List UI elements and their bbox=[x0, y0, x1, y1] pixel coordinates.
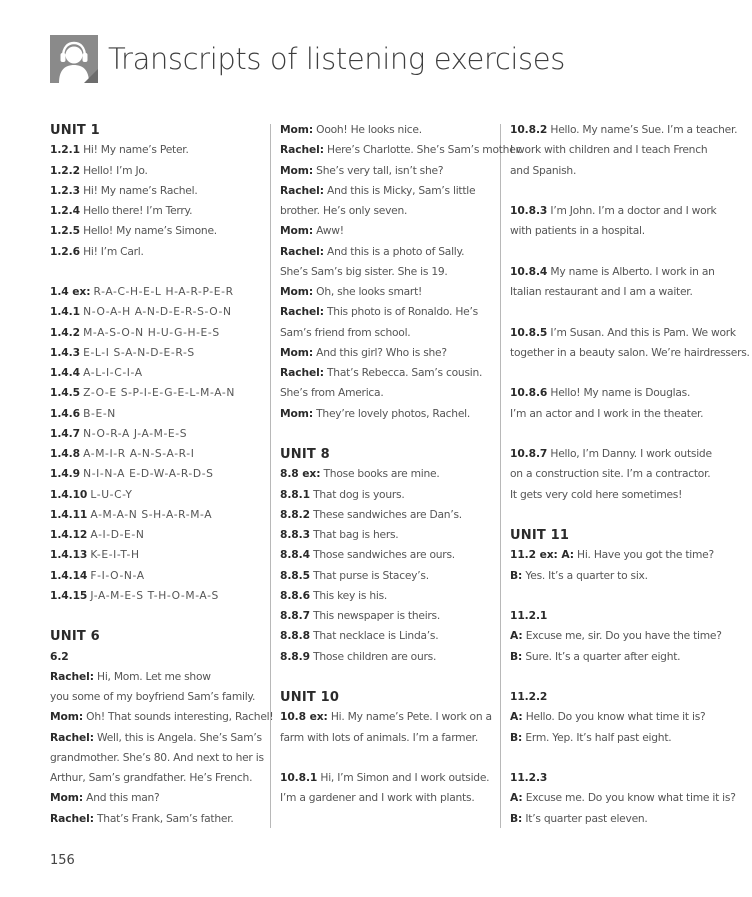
exercise-number: 6.2 bbox=[50, 649, 69, 663]
transcript-line: 11.2 ex: A: Hi. Have you got the time? bbox=[510, 548, 714, 562]
transcript-line: 1.4.15 J-A-M-E-S T-H-O-M-A-S bbox=[50, 588, 219, 602]
exercise-number: 11.2.1 bbox=[510, 609, 548, 622]
unit-heading: UNIT 11 bbox=[510, 528, 570, 543]
transcript-line: 1.4.13 K-E-I-T-H bbox=[50, 548, 140, 562]
unit8-lines bbox=[280, 464, 502, 667]
transcript-line: together in a beauty salon. We’re hairdressers. bbox=[510, 345, 750, 359]
unit1-greetings bbox=[50, 140, 265, 262]
transcript-column-2 bbox=[280, 120, 522, 809]
transcript-line: 1.4.4 A-L-I-C-I-A bbox=[50, 366, 143, 379]
transcript-line: grandmother. She’s 80. And next to her is bbox=[50, 750, 264, 764]
transcript-line: 10.8 ex: Hi. My name’s Pete. I work on a bbox=[280, 710, 492, 724]
transcript-line: Rachel: That’s Rebecca. Sam’s cousin. bbox=[280, 366, 483, 379]
transcript-line: with patients in a hospital. bbox=[510, 224, 645, 238]
transcript-line: Rachel: This photo is of Ronaldo. He’s bbox=[280, 305, 478, 319]
page-number: 156 bbox=[50, 853, 75, 868]
transcript-line: Italian restaurant and I am a waiter. bbox=[510, 285, 693, 298]
transcript-line: Rachel: Well, this is Angela. She’s Sam’s bbox=[50, 730, 262, 744]
unit-heading: UNIT 1 bbox=[50, 123, 100, 138]
transcript-line: 1.2.6 Hi! I’m Carl. bbox=[50, 244, 144, 258]
transcript-line: 1.4.1 N-O-A-H A-N-D-E-R-S-O-N bbox=[50, 305, 232, 319]
unit-heading: UNIT 6 bbox=[50, 629, 100, 645]
transcript-line: Rachel: And this is a photo of Sally. bbox=[280, 244, 465, 258]
transcript-line: 1.4.9 N-I-N-A E-D-W-A-R-D-S bbox=[50, 467, 214, 481]
transcript-line: 10.8.6 Hello! My name is Douglas. bbox=[510, 386, 691, 400]
transcript-line: 1.4.2 M-A-S-O-N H-U-G-H-E-S bbox=[50, 325, 220, 339]
transcript-line: 8.8.7 This newspaper is theirs. bbox=[280, 609, 441, 622]
transcript-line: Mom: She’s very tall, isn’t she? bbox=[280, 163, 444, 177]
transcript-line: 1.2.5 Hello! My name’s Simone. bbox=[50, 224, 217, 238]
transcript-line: It gets very cold here sometimes! bbox=[510, 487, 683, 501]
unit1-spelling bbox=[50, 282, 265, 606]
transcript-line: 10.8.1 Hi, I’m Simon and I work outside. bbox=[280, 771, 490, 784]
transcript-line: B: Sure. It’s a quarter after eight. bbox=[510, 649, 681, 663]
transcript-line: Mom: Oh, she looks smart! bbox=[280, 285, 423, 298]
page-title: Transcripts of listening exercises bbox=[108, 42, 565, 76]
transcript-line: 1.4.14 F-I-O-N-A bbox=[50, 568, 145, 582]
transcript-line: A: Excuse me, sir. Do you have the time? bbox=[510, 629, 722, 643]
transcript-line: She’s Sam’s big sister. She is 19. bbox=[280, 264, 448, 278]
unit6-dialogue-continued bbox=[280, 120, 522, 424]
transcript-line: I’m an actor and I work in the theater. bbox=[510, 406, 704, 420]
transcript-line: 8.8.6 This key is his. bbox=[280, 588, 388, 602]
transcript-line: 1.2.1 Hi! My name’s Peter. bbox=[50, 143, 189, 157]
transcript-line: 1.2.2 Hello! I’m Jo. bbox=[50, 163, 148, 177]
transcript-line: farm with lots of animals. I’m a farmer. bbox=[280, 730, 478, 744]
unit-heading: UNIT 10 bbox=[280, 690, 340, 705]
transcript-line: I work with children and I teach French bbox=[510, 143, 708, 157]
transcript-line: Mom: And this girl? Who is she? bbox=[280, 345, 447, 359]
transcript-line: Mom: And this man? bbox=[50, 791, 160, 805]
transcript-line: 1.4.6 B-E-N bbox=[50, 406, 116, 420]
transcript-line: Rachel: That’s Frank, Sam’s father. bbox=[50, 811, 234, 825]
transcript-line: A: Excuse me. Do you know what time it is? bbox=[510, 791, 736, 805]
transcript-line: 10.8.7 Hello, I’m Danny. I work outside bbox=[510, 447, 712, 460]
transcript-line: Rachel: Hi, Mom. Let me show bbox=[50, 669, 211, 683]
headset-person-icon bbox=[50, 35, 98, 83]
transcript-line: 1.4 ex: R-A-C-H-E-L H-A-R-P-E-R bbox=[50, 285, 234, 298]
exercise-number: 11.2.2 bbox=[510, 690, 548, 703]
transcript-line: B: It’s quarter past eleven. bbox=[510, 811, 648, 825]
transcript-line: Mom: Oooh! He looks nice. bbox=[280, 123, 422, 136]
transcript-line: 10.8.4 My name is Alberto. I work in an bbox=[510, 264, 715, 278]
transcript-column-3 bbox=[510, 120, 750, 829]
transcript-line: Mom: Aww! bbox=[280, 224, 344, 238]
transcript-line: 8.8.4 Those sandwiches are ours. bbox=[280, 548, 455, 562]
transcript-line: Rachel: And this is Micky, Sam’s little bbox=[280, 183, 476, 197]
transcript-line: 1.4.5 Z-O-E S-P-I-E-G-E-L-M-A-N bbox=[50, 386, 235, 400]
transcript-line: A: Hello. Do you know what time it is? bbox=[510, 710, 706, 724]
transcript-line: 10.8.2 Hello. My name’s Sue. I’m a teacher. bbox=[510, 123, 738, 136]
transcript-line: on a construction site. I’m a contractor. bbox=[510, 467, 711, 481]
transcript-line: 1.4.3 E-L-I S-A-N-D-E-R-S bbox=[50, 345, 195, 359]
unit6-dialogue bbox=[50, 667, 274, 829]
transcript-line: She’s from America. bbox=[280, 386, 384, 400]
unit-heading: UNIT 8 bbox=[280, 447, 330, 462]
transcript-line: 1.4.12 A-I-D-E-N bbox=[50, 528, 145, 541]
transcript-line: 8.8.3 That bag is hers. bbox=[280, 528, 399, 541]
transcript-line: 8.8 ex: Those books are mine. bbox=[280, 467, 440, 481]
transcript-line: you some of my boyfriend Sam’s family. bbox=[50, 690, 256, 703]
transcript-line: 8.8.8 That necklace is Linda’s. bbox=[280, 629, 439, 643]
transcript-line: brother. He’s only seven. bbox=[280, 204, 408, 217]
transcript-line: 8.8.9 Those children are ours. bbox=[280, 649, 437, 663]
transcript-line: B: Yes. It’s a quarter to six. bbox=[510, 568, 648, 582]
transcript-line: B: Erm. Yep. It’s half past eight. bbox=[510, 730, 672, 744]
transcript-line: 8.8.5 That purse is Stacey’s. bbox=[280, 568, 429, 582]
transcript-line: 1.4.7 N-O-R-A J-A-M-E-S bbox=[50, 426, 188, 440]
transcript-line: 1.2.4 Hello there! I’m Terry. bbox=[50, 204, 193, 217]
transcript-line: 8.8.2 These sandwiches are Dan’s. bbox=[280, 507, 462, 521]
transcript-line: 1.4.8 A-M-I-R A-N-S-A-R-I bbox=[50, 447, 195, 460]
transcript-line: 10.8.3 I’m John. I’m a doctor and I work bbox=[510, 204, 717, 217]
transcript-line: and Spanish. bbox=[510, 163, 577, 177]
exercise-number: 11.2.3 bbox=[510, 771, 548, 784]
transcript-line: Mom: They’re lovely photos, Rachel. bbox=[280, 406, 471, 420]
transcript-line: I’m a gardener and I work with plants. bbox=[280, 791, 475, 805]
transcript-line: Sam’s friend from school. bbox=[280, 325, 411, 339]
page-header bbox=[50, 34, 565, 84]
transcript-column-1 bbox=[50, 120, 274, 829]
transcript-line: Arthur, Sam’s grandfather. He’s French. bbox=[50, 771, 253, 784]
transcript-line: 1.4.10 L-U-C-Y bbox=[50, 487, 133, 501]
transcript-line: 10.8.5 I’m Susan. And this is Pam. We work bbox=[510, 325, 736, 339]
transcript-line: 1.4.11 A-M-A-N S-H-A-R-M-A bbox=[50, 507, 213, 521]
transcript-line: Mom: Oh! That sounds interesting, Rachel! bbox=[50, 710, 274, 724]
transcript-line: Rachel: Here’s Charlotte. She’s Sam’s mother. bbox=[280, 143, 522, 157]
transcript-line: 1.2.3 Hi! My name’s Rachel. bbox=[50, 183, 198, 197]
transcript-line: 8.8.1 That dog is yours. bbox=[280, 487, 405, 501]
